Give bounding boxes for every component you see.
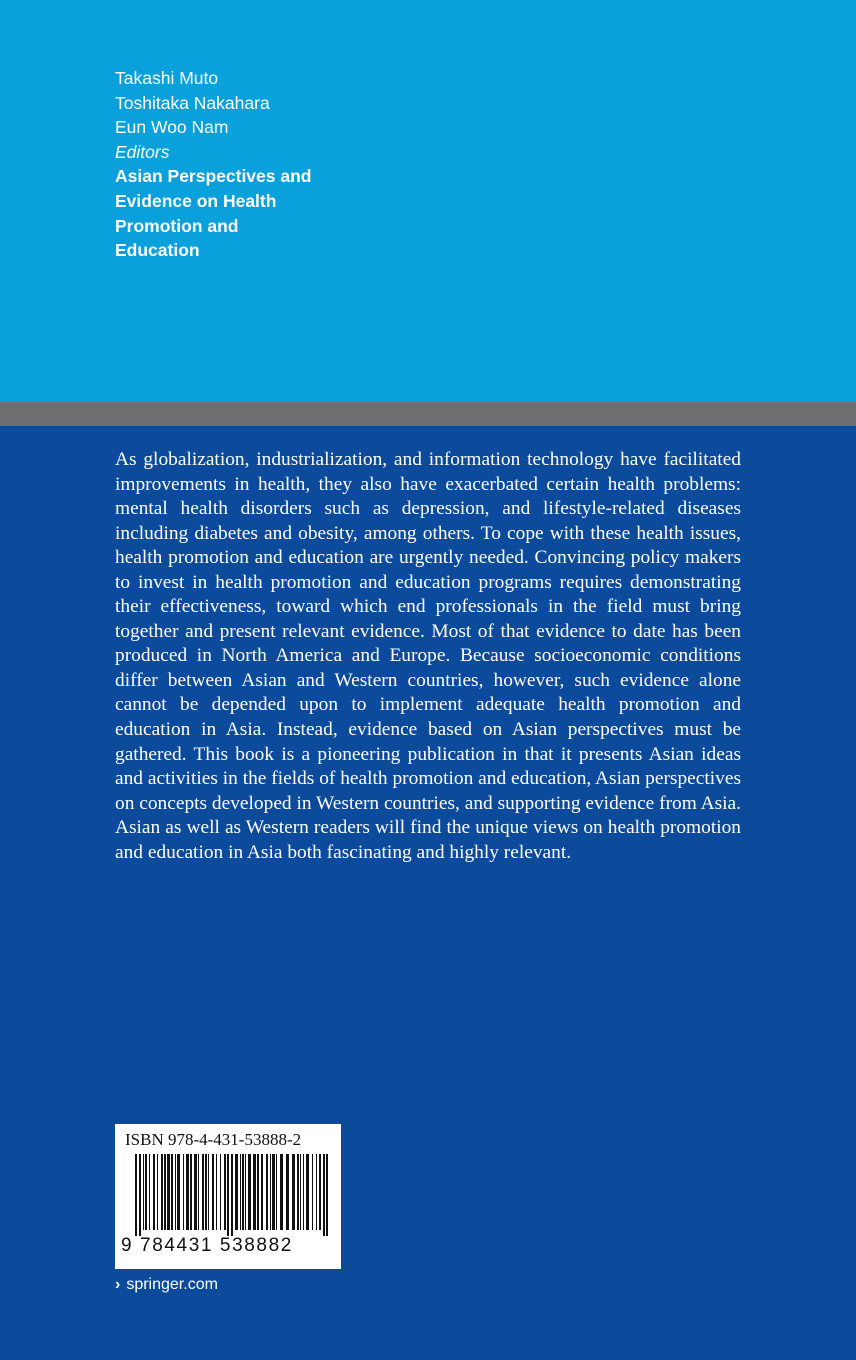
barcode-bar	[216, 1154, 217, 1230]
barcode-bar	[145, 1154, 147, 1230]
editors-role-label: Editors	[115, 141, 170, 162]
barcode-bar	[164, 1154, 166, 1230]
barcode-bar	[272, 1154, 275, 1230]
barcode-bar	[183, 1154, 184, 1230]
barcode-bar	[270, 1154, 271, 1230]
barcode-bar	[175, 1154, 176, 1230]
barcode-bar	[171, 1154, 173, 1230]
barcode-bar	[190, 1154, 192, 1230]
barcode-bar	[323, 1154, 325, 1236]
cover-divider-band	[0, 402, 856, 426]
barcode-bar	[242, 1154, 244, 1230]
barcode-bar	[202, 1154, 204, 1230]
book-title: Asian Perspectives and Evidence on Health Promotion and Education	[115, 166, 312, 261]
barcode-bar	[177, 1154, 180, 1230]
barcode-bar	[319, 1154, 321, 1230]
barcode-bar	[153, 1154, 155, 1230]
barcode-bar	[257, 1154, 259, 1230]
barcode-bar	[253, 1154, 256, 1230]
barcode-bar	[194, 1154, 197, 1230]
barcode-bar	[212, 1154, 214, 1230]
barcode-bar	[231, 1154, 233, 1236]
barcode-bar	[276, 1154, 277, 1230]
barcode-bar	[205, 1154, 207, 1230]
barcode-bar	[261, 1154, 263, 1230]
barcode-bar	[220, 1154, 221, 1230]
barcode-bar	[235, 1154, 238, 1230]
barcode-bars	[135, 1154, 333, 1236]
barcode-bar	[297, 1154, 299, 1230]
barcode-bar	[186, 1154, 189, 1230]
barcode-bar	[143, 1154, 144, 1230]
barcode-digits: 9 784431 538882	[121, 1235, 293, 1256]
barcode-bar	[286, 1154, 289, 1230]
barcode-bar	[248, 1154, 251, 1230]
barcode-bar	[326, 1154, 328, 1236]
barcode-bar	[135, 1154, 137, 1236]
barcode-bar	[300, 1154, 301, 1230]
barcode-bar	[167, 1154, 170, 1230]
barcode-bar	[266, 1154, 268, 1230]
barcode-bar	[208, 1154, 209, 1230]
barcode-bar	[161, 1154, 163, 1230]
barcode-bar	[149, 1154, 150, 1230]
website-url: springer.com	[126, 1276, 218, 1293]
editor-name: Toshitaka Nakahara	[115, 92, 270, 113]
editors-block	[115, 66, 415, 263]
editor-name: Eun Woo Nam	[115, 117, 229, 138]
barcode-bar	[139, 1154, 141, 1236]
barcode-bar	[303, 1154, 304, 1230]
barcode-bar	[245, 1154, 246, 1230]
back-cover-blurb: As globalization, industrialization, and information technology have facilitated improvements in health, they also have exacerbated certain health problems: mental health disorders such as depression, and lifestyle-related diseases including diabetes and obesity, among others. To cope with these health issues, health promotion and education are urgently needed. Convincing policy makers to invest in health promotion and education programs requires demonstrating their effectiveness, toward which end professionals in the field must bring together and present relevant evidence. Most of that evidence to date has been produced in North America and Europe. Because socioeconomic conditions differ between Asian and Western countries, however, such evidence alone cannot be depended upon to implement adequate health promotion and education in Asia. Instead, evidence based on Asian perspectives must be gathered. This book is a pioneering publication in that it presents Asian ideas and activities in the fields of health promotion and education, Asian perspectives on concepts developed in Western countries, and supporting evidence from Asia. Asian as well as Western readers will find the unique views on health promotion and education in Asia both fascinating and highly relevant.	[115, 449, 741, 863]
barcode-bar	[240, 1154, 241, 1230]
publisher-website[interactable]	[115, 1276, 218, 1294]
barcode-bar	[316, 1154, 317, 1230]
barcode-bar	[280, 1154, 283, 1230]
editor-name: Takashi Muto	[115, 68, 219, 88]
chevron-right-icon: ›	[115, 1276, 121, 1293]
barcode-bar	[224, 1154, 226, 1230]
barcode-bar	[198, 1154, 199, 1230]
barcode-bar	[312, 1154, 313, 1230]
isbn-barcode-box	[115, 1124, 341, 1269]
barcode-bar	[292, 1154, 295, 1230]
barcode-bar	[157, 1154, 158, 1230]
barcode-bar	[306, 1154, 309, 1230]
isbn-label: ISBN 978-4-431-53888-2	[125, 1130, 302, 1149]
barcode-bar	[227, 1154, 229, 1236]
